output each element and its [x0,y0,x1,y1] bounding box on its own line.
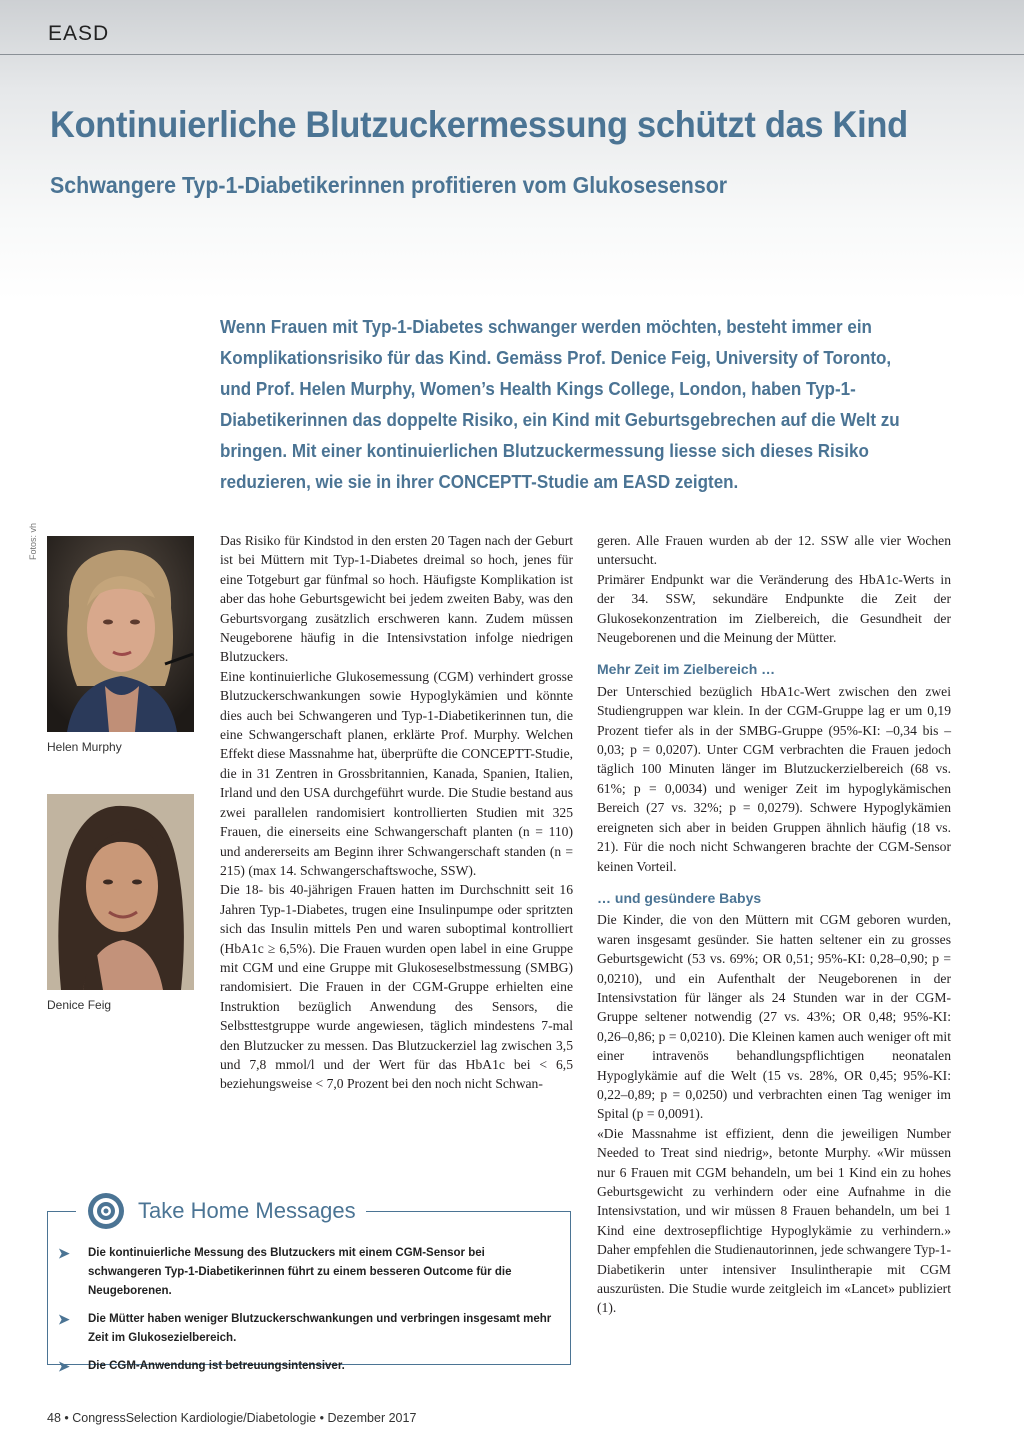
body-paragraph: «Die Massnahme ist effizient, denn die jeweiligen Number Needed to Treat sind niedrig», betonte Murphy. «Wir müssen nur 6 Frauen mit CGM behandeln, um bei 1 Kind ein zu hohes Geburtsgewicht zu verhindern oder eine Aufnahme in die Intensivstation, und wir müssen 8 Frauen behandeln, um bei 1 Kind eine dextrosepflichtige Hypoglykämie zu verhindern.» Daher empfehlen die Studienautorinnen, jede schwangere Typ-1-Diabetikerin unter intensiver Insulintherapie mit CGM auszurüsten. Die Studie wurde zeitgleich im «Lancet» publiziert (1). [597,1125,951,1316]
article-column-2 [597,531,951,1318]
body-paragraph: Die Kinder, die von den Müttern mit CGM geboren wurden, waren insgesamt gesünder. Sie hatten seltener ein zu grosses Geburtsgewicht (53 vs. 69%; OR 0,51; 95%-KI: 0,28–0,90; p = 0,0210), und ein Aufenthalt der Neugeborenen in der Intensivstation für länger als 24 Stunden war in der CGM-Gruppe seltener notwendig (27 vs. 43%; OR 0,48; 95%-KI: 0,26–0,86; p = 0,0210). Die Kleinen kamen auch weniger oft mit einer intravenös behandlungspflichtigen neonatalen Hypoglykämie auf die Welt (15 vs. 28%, OR 0,45; 95%-KI: 0,22–0,89; p = 0,0250) und verbrachten einen Tag weniger im Spital (p = 0,0091). [597,912,951,1122]
article-subtitle: Schwangere Typ-1-Diabetikerinnen profitieren vom Glukosesensor [50,172,728,198]
take-home-item [58,1357,558,1376]
photo-denice-feig [47,794,194,990]
body-paragraph: Eine kontinuierliche Glukosemessung (CGM) verhindert grosse Blutzuckerschwankungen sowie Hypoglykämien und könnte dies auch bei Schwangeren und Typ-1-Diabetikerinnen tun, die eine Schwangerschaft planen, erklärte Prof. Murphy. Welchen Effekt diese Massnahme hat, überprüfte die CONCEPTT-Studie, die in 31 Zentren in Grossbritannien, Kanada, Spanien, Italien, Irland und den USA durchgeführt wurde. Die Studie bestand aus zwei parallelen randomisiert kontrollierten Studien mit 325 Frauen, die einerseits eine Schwangerschaft planten (n = 110) und andererseits am Beginn ihrer Schwangerschaft standen (n = 215) (max 14. Schwangerschaftswoche, SSW). [220,668,573,878]
arrow-bullet-icon: ➤ [58,1245,70,1261]
body-paragraph: Die 18- bis 40-jährigen Frauen hatten im Durchschnitt seit 16 Jahren Typ-1-Diabetes, trugen eine Insulinpumpe oder spritzten sich das Insulin mittels Pen und waren suboptimal kontrolliert (HbA1c ≥ 6,5%). Die Frauen wurden open label in eine Gruppe mit CGM und eine Gruppe mit Glukoseselbstmessung (SMBG) randomisiert. Die Frauen in der CGM-Gruppe erhielten eine Instruktion bezüglich Anwendung des Sensors, die Selbsttestgruppe wurde angewiesen, täglich mindestens 7-mal den Blutzucker zu messen. Das Blutzuckerziel lag zwischen 3,5 und 7,8 mmol/l und der Wert für das HbA1c bei < 6,5 beziehungsweise < 7,0 Prozent bei den noch nicht Schwan- [220,882,573,1092]
photo-credit: Fotos: vh [28,522,38,560]
take-home-title: Take Home Messages [138,1198,356,1223]
section-heading: Mehr Zeit im Zielbereich … [597,661,776,678]
section-divider [0,54,1024,55]
take-home-item-text: Die CGM-Anwendung ist betreuungsintensiver. [88,1360,345,1372]
section-label: EASD [48,22,110,45]
arrow-bullet-icon: ➤ [58,1358,70,1374]
body-paragraph: Das Risiko für Kindstod in den ersten 20 Tagen nach der Geburt ist bei Müttern mit Typ-1-Diabetes dreimal so hoch, jenes für eine Totgeburt gar fünfmal so hoch. Häufigste Komplikation ist aber das hohe Geburtsgewicht bei jedem zweiten Baby, was den Geburtsvorgang zusätzlich erschweren kann. Zudem müssen Neugeborene häufig in die Intensivstation infolge niedrigen Blutzuckers. [220,533,573,665]
photo-caption-denice-feig: Denice Feig [47,998,112,1012]
take-home-list [58,1244,558,1385]
target-icon [86,1191,126,1231]
page-footer: 48 • CongressSelection Kardiologie/Diabetologie • Dezember 2017 [47,1411,417,1425]
body-paragraph: geren. Alle Frauen wurden ab der 12. SSW alle vier Wochen untersucht. [597,533,951,568]
arrow-bullet-icon: ➤ [58,1311,70,1327]
header-band [0,0,1024,300]
take-home-header [76,1188,366,1234]
lead-paragraph: Wenn Frauen mit Typ-1-Diabetes schwanger werden möchten, besteht immer ein Komplikationsrisiko für das Kind. Gemäss Prof. Denice Feig, University of Toronto, und Prof. Helen Murphy, Women’s Health Kings College, London, haben Typ-1-Diabetikerinnen das doppelte Risiko, ein Kind mit Geburtsgebrechen auf die Welt zu bringen. Mit einer kontinuierlichen Blutzuckermessung liesse sich dieses Risiko reduzieren, wie sie in ihrer CONCEPTT-Studie am EASD zeigten. [220,316,900,492]
take-home-item-text: Die Mütter haben weniger Blutzuckerschwankungen und verbringen insgesamt mehr Zeit im Glukosezielbereich. [88,1313,552,1344]
photo-caption-helen-murphy: Helen Murphy [47,740,122,754]
body-paragraph: Der Unterschied bezüglich HbA1c-Wert zwischen den zwei Studiengruppen war klein. In der CGM-Gruppe lag er um 0,19 Prozent tiefer als in der SMBG-Gruppe (95%-KI: –0,34 bis –0,03; p = 0,0207). Unter CGM verbrachten die Frauen jedoch täglich 100 Minuten länger im Blutzuckerzielbereich (68 vs. 61%; p = 0,0034) und weniger Zeit im hypoglykämischen Bereich (27 vs. 32%; p = 0,0279). Schwere Hypoglykämien ereigneten sich aber in beiden Gruppen ähnlich häufig (18 vs. 21). Für die noch nicht Schwangeren brachte der CGM-Sensor keinen Vorteil. [597,683,951,874]
photo-helen-murphy [47,536,194,732]
article-title: Kontinuierliche Blutzuckermessung schützt das Kind [50,104,908,145]
section-heading: … und gesündere Babys [597,889,762,906]
body-paragraph: Primärer Endpunkt war die Veränderung des HbA1c-Werts in der 34. SSW, sekundäre Endpunkte die Zeit der Glukosekonzentration im Zielbereich, die Gesundheit der Neugeborenen und die Meinung der Mütter. [597,571,951,646]
take-home-item [58,1244,558,1301]
take-home-item-text: Die kontinuierliche Messung des Blutzuckers mit einem CGM-Sensor bei schwangeren Typ-1-Diabetikerinnen führt zu einem besseren Outcome für die Neugeborenen. [88,1247,512,1297]
take-home-item [58,1310,558,1348]
article-column-1 [220,531,573,1094]
